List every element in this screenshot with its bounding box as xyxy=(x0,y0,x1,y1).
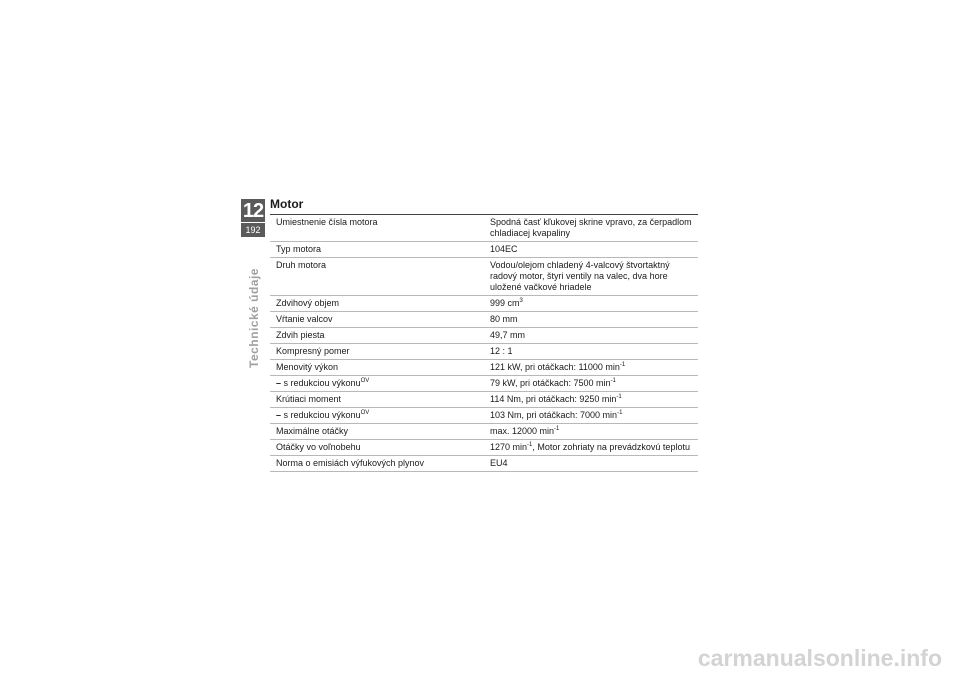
spec-label-text: Maximálne otáčky xyxy=(276,426,349,436)
spec-label xyxy=(270,328,484,344)
spec-label-text: s redukciou výkonu xyxy=(283,378,361,388)
table-row xyxy=(270,215,698,242)
spec-label-text: s redukciou výkonu xyxy=(283,410,361,420)
dash-marker: – xyxy=(276,378,282,388)
spec-value xyxy=(484,215,698,242)
spec-label xyxy=(270,344,484,360)
value-superscript: -1 xyxy=(616,394,622,400)
spec-value-text: 80 mm xyxy=(490,314,518,324)
spec-label-text: Otáčky vo voľnobehu xyxy=(276,442,361,452)
dash-marker: – xyxy=(276,410,282,420)
chapter-marker xyxy=(241,199,265,237)
spec-value-text: Spodná časť kľukovej skrine vpravo, za čerpadlom chladiacej kvapaliny xyxy=(490,217,692,238)
watermark: carmanualsonline.info xyxy=(697,645,942,671)
spec-label xyxy=(270,392,484,408)
spec-label xyxy=(270,242,484,258)
spec-value-text: 121 kW, pri otáčkach: 11000 min xyxy=(490,362,620,372)
page-number: 192 xyxy=(245,225,261,235)
value-superscript: -1 xyxy=(617,410,623,416)
spec-label xyxy=(270,215,484,242)
chapter-side-label: Technické údaje xyxy=(247,268,261,368)
table-row xyxy=(270,242,698,258)
spec-value xyxy=(484,328,698,344)
chapter-divider xyxy=(241,222,265,223)
table-row xyxy=(270,328,698,344)
spec-label-text: Druh motora xyxy=(276,260,327,270)
spec-value xyxy=(484,408,698,424)
spec-value-text: 104EC xyxy=(490,244,518,254)
spec-value-text: 1270 min xyxy=(490,442,528,452)
table-row xyxy=(270,360,698,376)
table-row xyxy=(270,376,698,392)
spec-label-text: Zdvihový objem xyxy=(276,298,340,308)
table-row xyxy=(270,258,698,296)
spec-value xyxy=(484,440,698,456)
spec-label xyxy=(270,408,484,424)
table-row xyxy=(270,344,698,360)
label-superscript: OV xyxy=(360,410,370,416)
spec-label xyxy=(270,360,484,376)
spec-label xyxy=(270,424,484,440)
table-row xyxy=(270,424,698,440)
spec-value xyxy=(484,376,698,392)
spec-label xyxy=(270,258,484,296)
spec-label xyxy=(270,312,484,328)
value-superscript: -1 xyxy=(527,442,533,448)
spec-table xyxy=(270,214,698,472)
spec-label xyxy=(270,296,484,312)
chapter-number: 12 xyxy=(242,200,264,222)
spec-label-text: Vŕtanie valcov xyxy=(276,314,333,324)
value-superscript: -1 xyxy=(554,426,560,432)
spec-value xyxy=(484,360,698,376)
table-row xyxy=(270,408,698,424)
spec-value xyxy=(484,312,698,328)
spec-label-text: Zdvih piesta xyxy=(276,330,325,340)
spec-value-text: 114 Nm, pri otáčkach: 9250 min xyxy=(490,394,617,404)
value-superscript: 3 xyxy=(519,298,523,304)
spec-value xyxy=(484,242,698,258)
table-row xyxy=(270,456,698,472)
table-row xyxy=(270,392,698,408)
value-superscript: -1 xyxy=(619,362,626,368)
value-superscript: -1 xyxy=(610,378,616,384)
spec-label-text: Menovitý výkon xyxy=(276,362,339,372)
spec-value xyxy=(484,296,698,312)
table-row xyxy=(270,312,698,328)
table-row xyxy=(270,296,698,312)
spec-label-text: Norma o emisiách výfukových plynov xyxy=(276,458,425,468)
spec-label xyxy=(270,376,484,392)
spec-value-text: EU4 xyxy=(490,458,508,468)
spec-value-text: max. 12000 min xyxy=(490,426,555,436)
spec-value-text: 103 Nm, pri otáčkach: 7000 min xyxy=(490,410,618,420)
table-row xyxy=(270,440,698,456)
spec-value-text: 79 kW, pri otáčkach: 7500 min xyxy=(490,378,611,388)
spec-value xyxy=(484,344,698,360)
label-superscript: OV xyxy=(360,378,370,384)
spec-value xyxy=(484,258,698,296)
spec-label-text: Kompresný pomer xyxy=(276,346,350,356)
spec-label-text: Umiestnenie čísla motora xyxy=(276,217,378,227)
spec-value-text: 12 : 1 xyxy=(490,346,513,356)
section-title: Motor xyxy=(270,197,304,211)
spec-value-text: 49,7 mm xyxy=(490,330,526,340)
spec-value xyxy=(484,392,698,408)
spec-value xyxy=(484,456,698,472)
spec-value-text: 999 cm xyxy=(490,298,520,308)
spec-value xyxy=(484,424,698,440)
spec-value-continuation: , Motor zohriaty na prevádzkovú teplotu xyxy=(532,442,690,452)
spec-value-text: Vodou/olejom chladený 4-valcový štvortaktný radový motor, štyri ventily na valec, dva hore uložené vačkové hriadele xyxy=(490,260,670,292)
spec-label-text: Typ motora xyxy=(276,244,322,254)
spec-label-text: Krútiaci moment xyxy=(276,394,342,404)
spec-label xyxy=(270,456,484,472)
spec-label xyxy=(270,440,484,456)
